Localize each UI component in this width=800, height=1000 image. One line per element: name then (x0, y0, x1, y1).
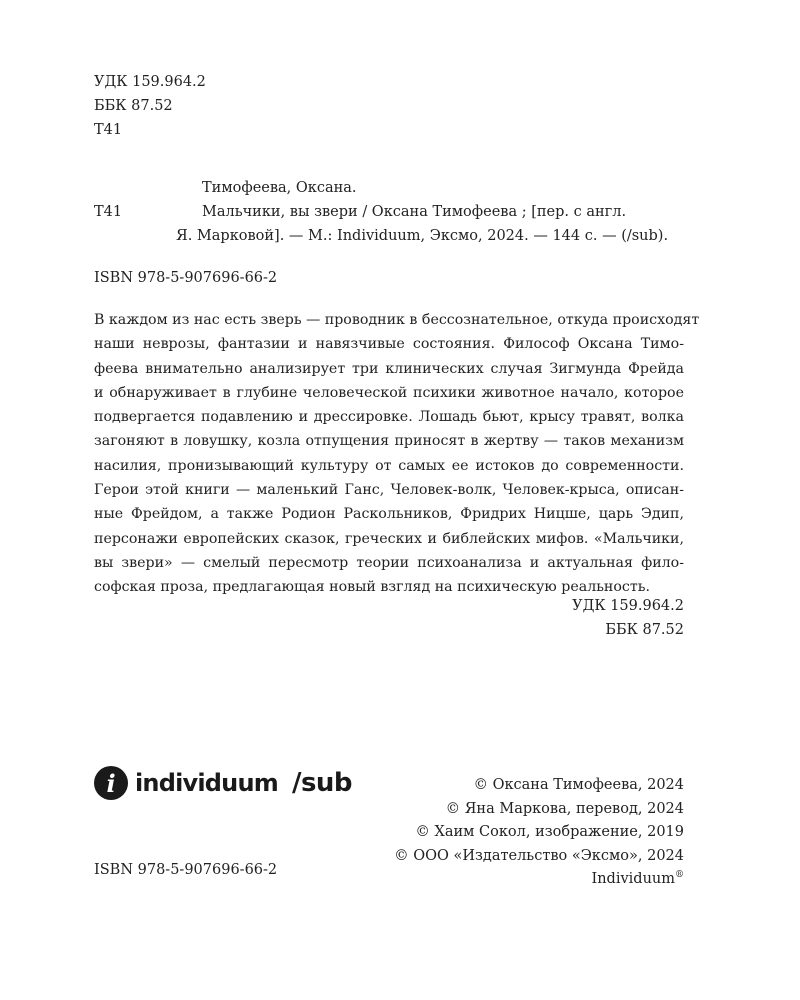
copyright-line: © Яна Маркова, перевод, 2024 (445, 800, 684, 817)
bbk-code-right: ББК 87.52 (605, 622, 684, 638)
bibliographic-title: Мальчики, вы звери / Оксана Тимофеева ; [пер. с англ. (202, 204, 627, 220)
isbn-top: ISBN 978-5-907696-66-2 (94, 270, 278, 286)
annotation-line: персонажи европейских сказок, греческих и библейских мифов. «Мальчики, (94, 530, 684, 547)
publisher-logo (94, 764, 352, 802)
bibliographic-imprint: Я. Марковой]. — М.: Individuum, Эксмо, 2024. — 144 с. — (/sub). (176, 228, 669, 244)
annotation-paragraph (94, 308, 700, 600)
copyright-line: © Оксана Тимофеева, 2024 (473, 777, 684, 793)
udk-code: УДК 159.964.2 (94, 74, 206, 90)
bbk-code: ББК 87.52 (94, 98, 173, 114)
annotation-line: феева внимательно анализирует три клинических случая Зигмунда Фрейда (94, 360, 684, 377)
copyright-line: © ООО «Издательство «Эксмо», 2024 (394, 847, 684, 864)
annotation-line: В каждом из нас есть зверь — проводник в бессознательное, откуда происходят (94, 312, 700, 328)
copyright-block (394, 774, 684, 892)
classification-codes-top (94, 70, 206, 142)
bibliographic-author: Тимофеева, Оксана. (202, 180, 357, 196)
classification-codes-right (572, 594, 684, 642)
annotation-line: софская проза, предлагающая новый взгляд на психическую реальность. (94, 579, 650, 596)
copyright-line: © Хаим Сокол, изображение, 2019 (415, 824, 684, 840)
publisher-name: Individuum (591, 871, 675, 887)
annotation-line: ные Фрейдом, а также Родион Раскольников, Фридрих Ницше, царь Эдип, (94, 506, 684, 523)
author-mark-left: Т41 (94, 204, 123, 220)
registered-mark: ® (675, 870, 684, 881)
individuum-logo-icon: i (94, 766, 128, 800)
annotation-line: подвергается подавлению и дрессировке. Лошадь бьют, крысу травят, волка (94, 409, 684, 426)
copyright-line-publisher (394, 868, 684, 892)
annotation-line: загоняют в ловушку, козла отпущения приносят в жертву — таков механизм (94, 433, 684, 450)
annotation-line: Герои этой книги — маленький Ганс, Человек-волк, Человек-крыса, описан- (94, 482, 684, 499)
annotation-line: вы звери» — смелый пересмотр теории психоанализа и актуальная фило- (94, 554, 684, 571)
annotation-line: и обнаруживает в глубине человеческой психики животное начало, которое (94, 384, 684, 401)
logo-wordmark: individuum (135, 769, 278, 797)
logo-series-mark: /sub (291, 768, 353, 798)
annotation-line: насилия, пронизывающий культуру от самых ее истоков до современности. (94, 457, 684, 474)
author-mark: Т41 (94, 122, 123, 138)
annotation-line: наши неврозы, фантазии и навязчивые состояния. Философ Оксана Тимо- (94, 336, 684, 353)
udk-code-right: УДК 159.964.2 (572, 598, 684, 614)
isbn-bottom: ISBN 978-5-907696-66-2 (94, 862, 278, 878)
